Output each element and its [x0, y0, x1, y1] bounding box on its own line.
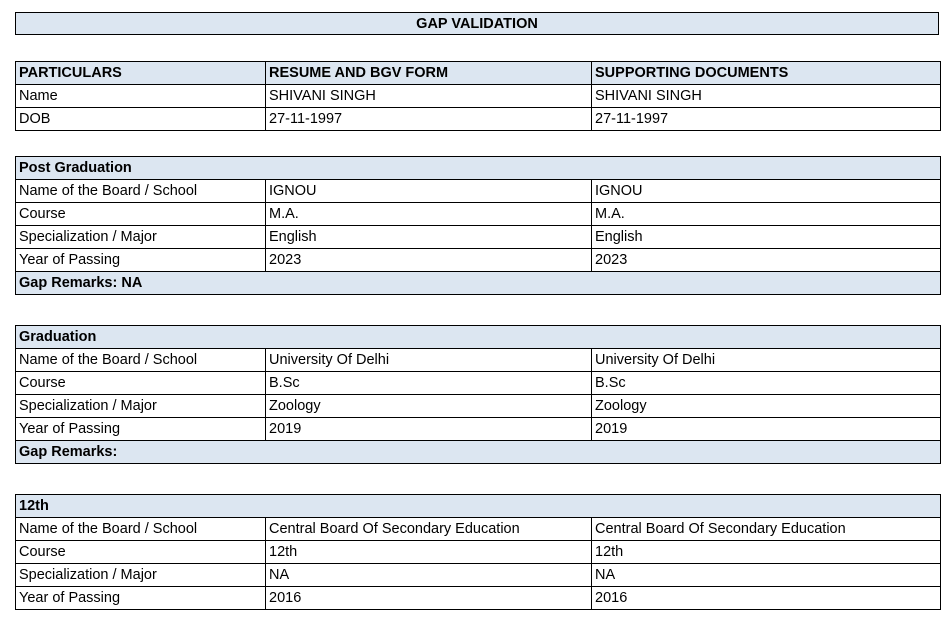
post-graduation-table: [15, 156, 941, 295]
resume-value: 12th: [266, 541, 592, 564]
resume-value: English: [266, 226, 592, 249]
column-header-particulars: PARTICULARS: [16, 62, 266, 85]
resume-value: SHIVANI SINGH: [266, 85, 592, 108]
resume-value: B.Sc: [266, 372, 592, 395]
row-label: Year of Passing: [16, 249, 266, 272]
column-header-resume-bgv: RESUME AND BGV FORM: [266, 62, 592, 85]
particulars-header-row: [16, 62, 941, 85]
document-value: IGNOU: [592, 180, 941, 203]
row-label: Course: [16, 541, 266, 564]
section-heading: Post Graduation: [16, 157, 941, 180]
document-value: M.A.: [592, 203, 941, 226]
table-row: [16, 372, 941, 395]
column-header-supporting-docs: SUPPORTING DOCUMENTS: [592, 62, 941, 85]
table-row: [16, 395, 941, 418]
table-row: [16, 518, 941, 541]
table-row: [16, 180, 941, 203]
resume-value: M.A.: [266, 203, 592, 226]
section-heading: 12th: [16, 495, 941, 518]
table-row: [16, 203, 941, 226]
resume-value: IGNOU: [266, 180, 592, 203]
particulars-table: [15, 61, 941, 131]
row-label: Specialization / Major: [16, 564, 266, 587]
table-row: [16, 541, 941, 564]
row-label: Course: [16, 372, 266, 395]
resume-value: Central Board Of Secondary Education: [266, 518, 592, 541]
table-row: [16, 349, 941, 372]
graduation-table: [15, 325, 941, 464]
row-label: Name: [16, 85, 266, 108]
row-label: Specialization / Major: [16, 395, 266, 418]
resume-value: 27-11-1997: [266, 108, 592, 131]
resume-value: Zoology: [266, 395, 592, 418]
row-label: Course: [16, 203, 266, 226]
row-label: DOB: [16, 108, 266, 131]
resume-value: University Of Delhi: [266, 349, 592, 372]
document-value: 27-11-1997: [592, 108, 941, 131]
document-value: SHIVANI SINGH: [592, 85, 941, 108]
row-label: Specialization / Major: [16, 226, 266, 249]
document-value: 2023: [592, 249, 941, 272]
section-heading: Graduation: [16, 326, 941, 349]
document-value: 2019: [592, 418, 941, 441]
document-value: University Of Delhi: [592, 349, 941, 372]
table-row: [16, 226, 941, 249]
document-value: 12th: [592, 541, 941, 564]
row-label: Year of Passing: [16, 418, 266, 441]
document-value: B.Sc: [592, 372, 941, 395]
table-row: [16, 418, 941, 441]
resume-value: NA: [266, 564, 592, 587]
document-value: 2016: [592, 587, 941, 610]
gap-remarks: Gap Remarks: NA: [16, 272, 941, 295]
table-row: [16, 587, 941, 610]
resume-value: 2019: [266, 418, 592, 441]
table-row: [16, 249, 941, 272]
resume-value: 2023: [266, 249, 592, 272]
row-label: Name of the Board / School: [16, 349, 266, 372]
document-value: Central Board Of Secondary Education: [592, 518, 941, 541]
table-row: [16, 85, 941, 108]
table-row: [16, 564, 941, 587]
document-value: Zoology: [592, 395, 941, 418]
twelfth-table: [15, 494, 941, 610]
table-row: [16, 108, 941, 131]
row-label: Year of Passing: [16, 587, 266, 610]
document-value: NA: [592, 564, 941, 587]
gap-remarks: Gap Remarks:: [16, 441, 941, 464]
page-title: GAP VALIDATION: [15, 12, 939, 35]
row-label: Name of the Board / School: [16, 518, 266, 541]
row-label: Name of the Board / School: [16, 180, 266, 203]
resume-value: 2016: [266, 587, 592, 610]
document-value: English: [592, 226, 941, 249]
